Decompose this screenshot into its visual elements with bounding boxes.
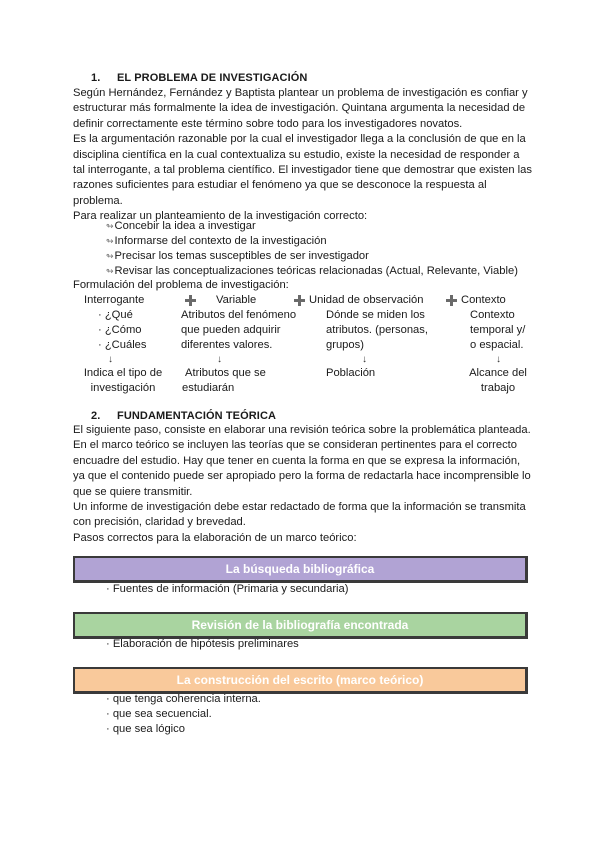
hook-arrow-icon: ↬ xyxy=(106,236,114,246)
contexto-desc: o espacial. xyxy=(470,339,524,351)
section-1-heading xyxy=(91,71,307,86)
stage-item: · Fuentes de información (Primaria y secundaria) xyxy=(106,583,349,595)
result-line: Atributos que se xyxy=(185,367,266,379)
interrogante-item: · ¿Cómo xyxy=(98,324,142,336)
result-line: Alcance del xyxy=(469,367,527,379)
paragraph-line: Según Hernández, Fernández y Baptista plantear un problema de investigación es confiar y xyxy=(73,87,528,99)
variable-desc: diferentes valores. xyxy=(181,339,273,351)
stage-title: La construcción del escrito (marco teórico) xyxy=(176,673,424,687)
step-item xyxy=(106,234,327,249)
paragraph-line: encuadre del estudio. Hay que tener en cuenta la forma en que se expresa la información, xyxy=(73,454,521,467)
down-arrow-icon: ↓ xyxy=(362,354,367,365)
unidad-desc: atributos. (personas, xyxy=(326,324,428,336)
stage-box-revision xyxy=(73,612,528,639)
formulation-label: Formulación del problema de investigación: xyxy=(73,279,289,291)
section-1-number: 1. xyxy=(91,72,101,84)
paragraph-line: que se quiere transmitir. xyxy=(73,485,193,498)
stage-item: · que tenga coherencia interna. xyxy=(106,693,261,705)
hook-arrow-icon: ↬ xyxy=(106,251,114,261)
result-line: investigación xyxy=(90,382,156,395)
section-2-title: FUNDAMENTACIÓN TEÓRICA xyxy=(117,410,277,422)
header-unidad: Unidad de observación xyxy=(309,294,424,306)
interrogante-item: · ¿Qué xyxy=(98,309,133,321)
result-contexto xyxy=(446,366,550,397)
paragraph-line: Pasos correctos para la elaboración de un marco teórico: xyxy=(73,531,357,544)
paragraph-line: Para realizar un planteamiento de la investigación correcto: xyxy=(73,210,368,223)
result-unidad xyxy=(326,366,375,381)
plus-icon xyxy=(185,295,196,306)
section-2-number: 2. xyxy=(91,410,101,422)
down-arrow-icon: ↓ xyxy=(108,354,113,365)
variable-desc: que pueden adquirir xyxy=(181,324,281,336)
result-line: Indica el tipo de xyxy=(83,367,163,379)
paragraph-line: problema. xyxy=(73,194,123,207)
down-arrow-icon: ↓ xyxy=(496,354,501,365)
stage-title: La búsqueda bibliográfica xyxy=(225,562,375,576)
contexto-desc: Contexto xyxy=(470,309,515,321)
paragraph-line: con precisión, claridad y brevedad. xyxy=(73,516,246,529)
hook-arrow-icon: ↬ xyxy=(106,221,114,231)
paragraph-line: definir correctamente este término sobre todo para los investigadores novatos. xyxy=(73,117,463,130)
stage-box-busqueda xyxy=(73,556,528,583)
header-contexto: Contexto xyxy=(461,294,506,306)
header-variable: Variable xyxy=(216,294,257,306)
result-line: trabajo xyxy=(480,382,516,395)
stage-item: · Elaboración de hipótesis preliminares xyxy=(106,638,299,650)
plus-icon xyxy=(294,295,305,306)
section-1-title: EL PROBLEMA DE INVESTIGACIÓN xyxy=(117,72,308,84)
step-item xyxy=(106,219,256,234)
variable-desc: Atributos del fenómeno xyxy=(181,309,297,321)
step-text: Revisar las conceptualizaciones teóricas relacionadas (Actual, Relevante, Viable) xyxy=(114,265,518,277)
stage-title: Revisión de la bibliografía encontrada xyxy=(191,618,409,632)
result-line: estudiarán xyxy=(182,382,235,395)
paragraph-line: El siguiente paso, consiste en elaborar una revisión teórica sobre la problemática planteada. xyxy=(73,424,531,436)
step-text: Concebir la idea a investigar xyxy=(114,220,256,232)
down-arrow-icon: ↓ xyxy=(217,354,222,365)
unidad-desc: Dónde se miden los xyxy=(326,309,425,321)
paragraph-line: Un informe de investigación debe estar redactado de forma que la información se transmita xyxy=(73,501,526,514)
step-item xyxy=(106,249,369,264)
paragraph-line: estructurar más formalmente la idea de investigación. Quintana argumenta la necesidad de xyxy=(73,102,526,115)
interrogante-item: · ¿Cuáles xyxy=(98,339,147,351)
result-variable xyxy=(182,366,266,397)
paragraph-line: disciplina científica en la cual contextualiza su estudio, existe la necesidad de responder a xyxy=(73,148,520,161)
section-2-paragraph xyxy=(73,423,533,546)
stage-box-construccion xyxy=(73,667,528,694)
unidad-desc: grupos) xyxy=(326,339,364,351)
result-interrogante xyxy=(70,366,176,397)
plus-icon xyxy=(446,295,457,306)
paragraph-line: Es la argumentación razonable por la cual el investigador llega a la conclusión de que en la xyxy=(73,133,526,146)
stage-item: · que sea secuencial. xyxy=(106,708,212,720)
paragraph-line: En el marco teórico se incluyen las teorías que se consideran pertinentes para el correcto xyxy=(73,439,518,452)
section-1-paragraph xyxy=(73,86,533,225)
paragraph-line: ya que el contenido puede ser apropiado pero la forma de redactarla hace incomprensible lo xyxy=(73,470,531,483)
contexto-desc: temporal y/ xyxy=(470,324,526,336)
result-line: Población xyxy=(326,367,376,379)
paragraph-line: tal interrogante, a tal problema científico. El investigador tiene que demostrar que existen las xyxy=(73,164,532,177)
paragraph-line: razones suficientes para estudiar el fenómeno ya que se desconoce la respuesta al xyxy=(73,179,487,192)
stage-item: · que sea lógico xyxy=(106,723,185,735)
step-text: Informarse del contexto de la investigación xyxy=(114,235,327,247)
step-text: Precisar los temas susceptibles de ser investigador xyxy=(114,250,369,262)
header-interrogante: Interrogante xyxy=(84,294,145,306)
hook-arrow-icon: ↬ xyxy=(106,266,114,276)
